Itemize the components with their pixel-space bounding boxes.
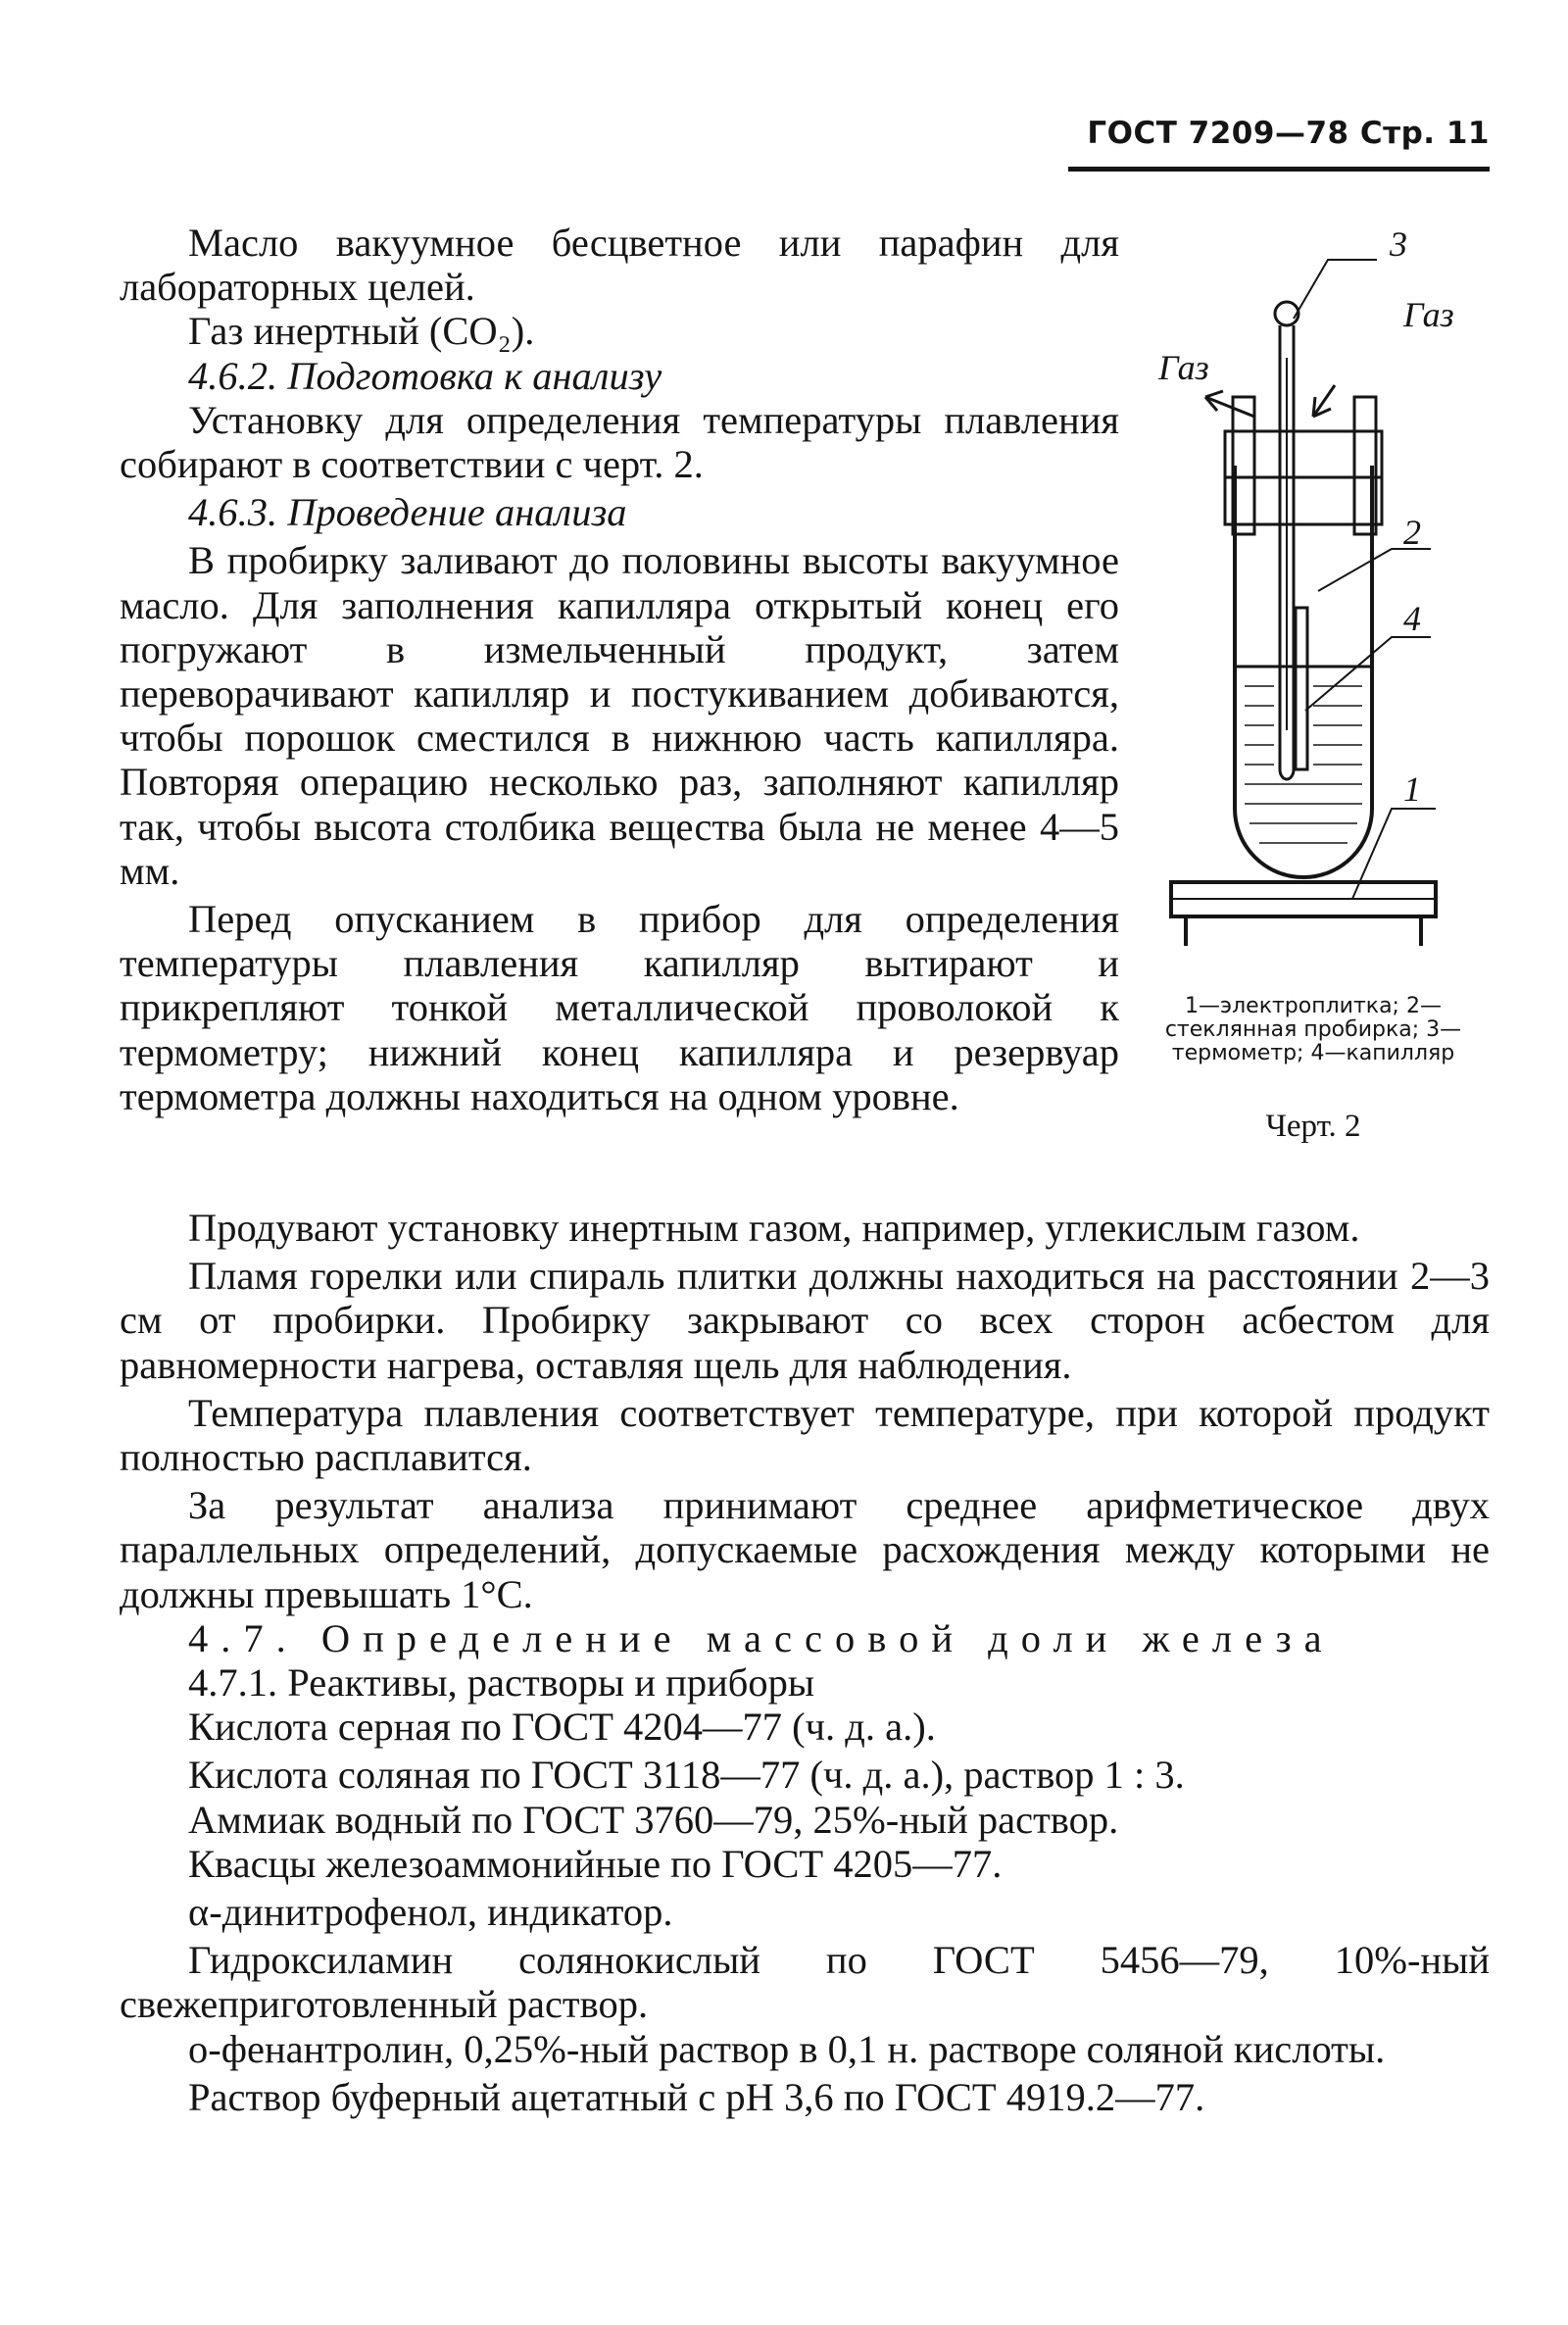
list-item: о-фенантролин, 0,25%-ный раствор в 0,1 н. растворе соляной кислоты.	[188, 2026, 1386, 2071]
paragraph: В пробирку заливают до половины высоты вакуумное масло. Для заполнения капилляра открытый конец его погружают в измельченный продукт, затем переворачивают капилляр и постукиванием добиваются, чтобы порошок сместился в нижнюю часть капилляра. Повторяя операцию несколько раз, заполняют капилляр так, чтобы высота столбика вещества была не менее 4—5 мм.	[120, 538, 1119, 893]
paragraph: Перед опусканием в прибор для определения температуры плавления капилляр вытирают и прикрепляют тонкой металлической проволокой к термометру; нижний конец капилляра и резервуар термометра должны находиться на одном уровне.	[120, 897, 1119, 1118]
figure-caption: 1—электроплитка; 2—стеклянная пробирка; 3—термометр; 4—капилляр	[1164, 994, 1462, 1065]
paragraph: Установку для определения температуры плавления собирают в соответствии с черт. 2.	[120, 397, 1119, 487]
section-heading: 4.7.1. Реактивы, растворы и приборы	[188, 1660, 815, 1706]
paragraph: Продувают установку инертным газом, например, углекислым газом.	[188, 1206, 1360, 1250]
label-capillary: 4	[1403, 599, 1421, 638]
list-item: Кислота соляная по ГОСТ 3118—77 (ч. д. а.), раствор 1 : 3.	[188, 1753, 1185, 1798]
paragraph: За результат анализа принимают среднее арифметическое двух параллельных определений, допускаемые расхождения между которыми не должны превышать 1°С.	[120, 1483, 1490, 1616]
page-header: ГОСТ 7209—78 Стр. 11	[1087, 116, 1490, 151]
figure-title: Черт. 2	[1265, 1109, 1361, 1144]
section-heading: 4.6.3. Проведение анализа	[188, 490, 627, 535]
list-item: Раствор буферный ацетатный с рН 3,6 по ГОСТ 4919.2—77.	[188, 2074, 1205, 2119]
paragraph: Температура плавления соответствует температуре, при которой продукт полностью расплавится.	[120, 1390, 1490, 1480]
apparatus-drawing	[1147, 221, 1480, 985]
label-gas-in: Газ	[1403, 295, 1454, 334]
paragraph: Газ инертный (CO₂).	[188, 309, 535, 354]
label-gas-out: Газ	[1158, 348, 1209, 387]
list-item: Аммиак водный по ГОСТ 3760—79, 25%-ный раствор.	[188, 1797, 1119, 1842]
header-rule	[1068, 167, 1490, 172]
apparatus-figure	[1147, 221, 1480, 1201]
paragraph: Масло вакуумное бесцветное или парафин для лабораторных целей.	[120, 221, 1119, 310]
left-column-text	[120, 221, 1119, 1118]
list-item: Квасцы железоаммонийные по ГОСТ 4205—77.	[188, 1841, 1003, 1886]
list-item: Кислота серная по ГОСТ 4204—77 (ч. д. а.).	[188, 1705, 936, 1750]
label-thermometer: 3	[1390, 224, 1407, 264]
section-heading: 4.6.2. Подготовка к анализу	[188, 353, 662, 398]
section-heading: 4.7. Определение массовой доли железа	[188, 1615, 1335, 1660]
list-item: α-динитрофенол, индикатор.	[188, 1890, 673, 1935]
list-item: Гидроксиламин солянокислый по ГОСТ 5456—79, 10%-ный свежеприготовленный раствор.	[120, 1938, 1490, 2027]
label-hotplate: 1	[1403, 769, 1421, 809]
paragraph: Пламя горелки или спираль плитки должны находиться на расстоянии 2—3 см от пробирки. Пробирку закрывают со всех сторон асбестом для равномерности нагрева, оставляя щель для наблюдения.	[120, 1254, 1490, 1387]
label-test-tube: 2	[1403, 513, 1421, 552]
full-width-text	[120, 1206, 1490, 2119]
